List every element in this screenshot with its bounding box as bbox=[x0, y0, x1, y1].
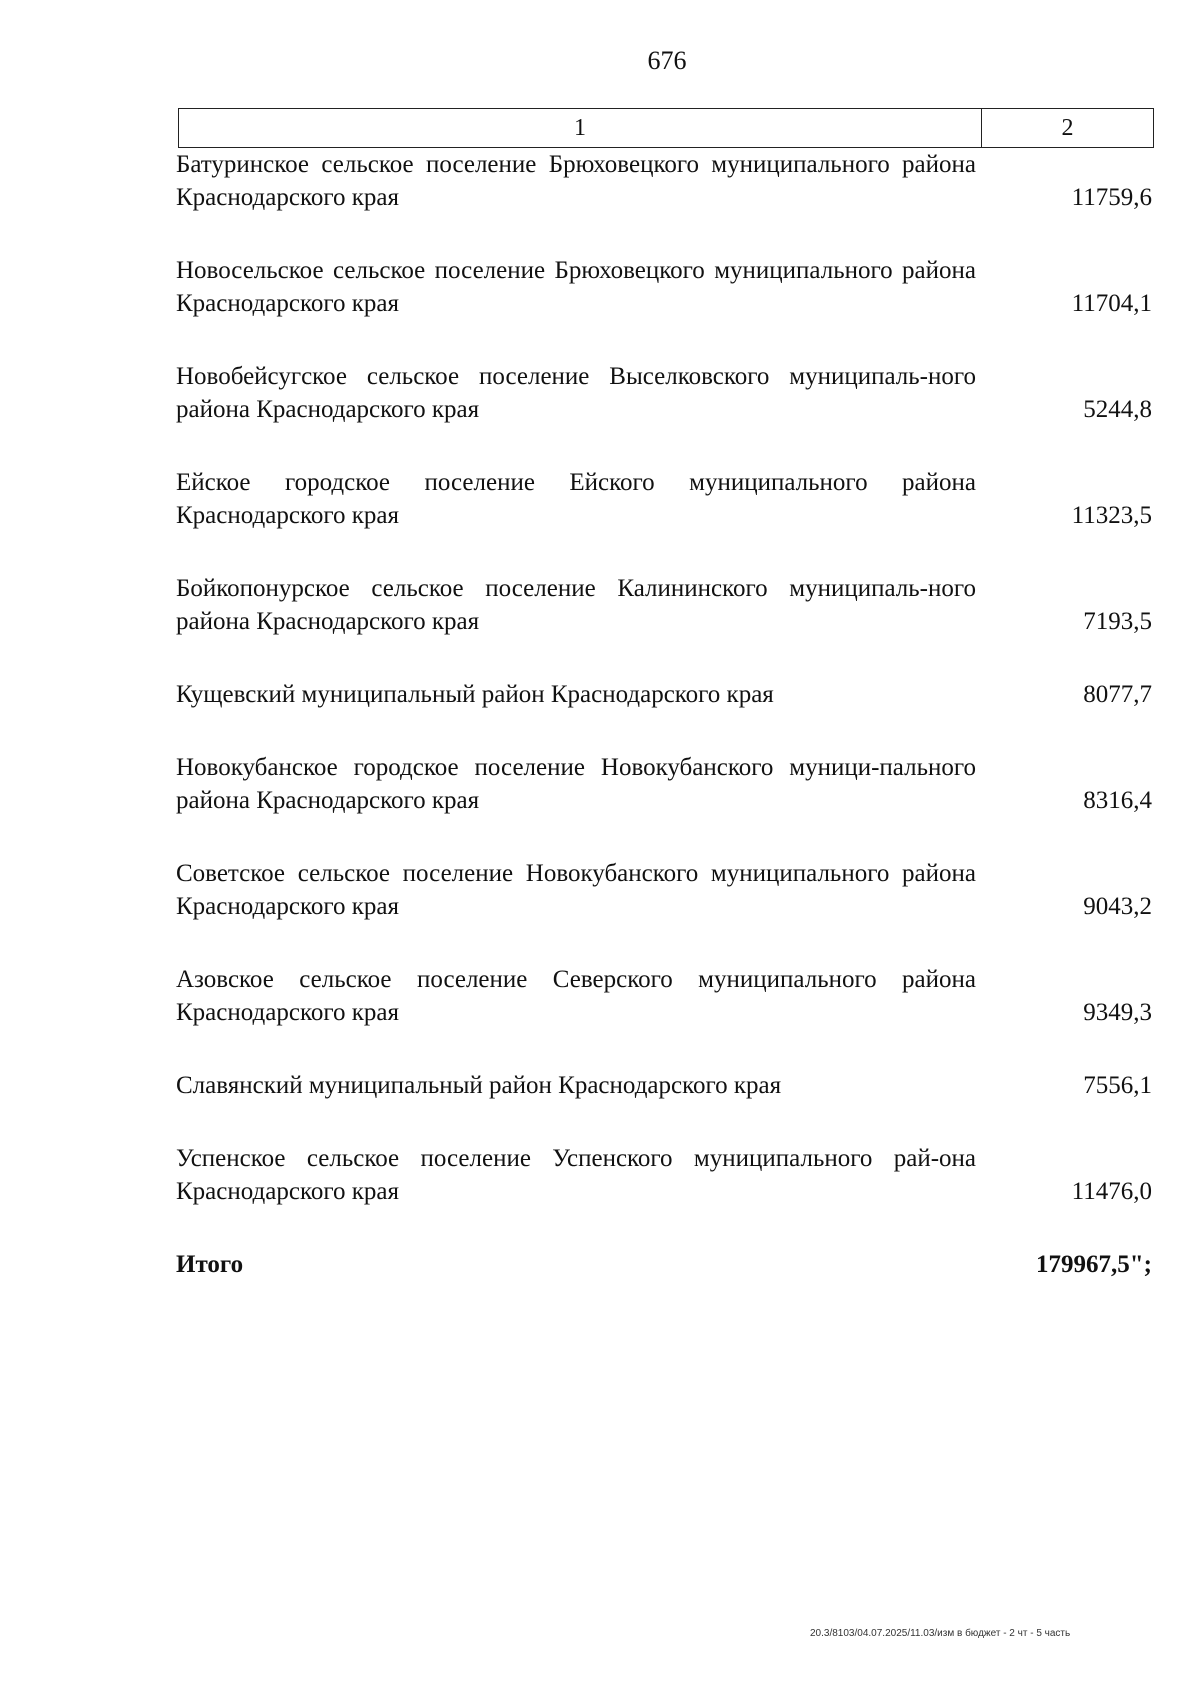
row-value: 11704,1 bbox=[1071, 290, 1152, 317]
table-row bbox=[176, 360, 1156, 426]
row-name: Кущевский муниципальный район Краснодарского края bbox=[176, 681, 774, 708]
row-value: 5244,8 bbox=[1083, 396, 1152, 423]
row-value: 9349,3 bbox=[1083, 999, 1152, 1026]
row-name: Новобейсугское сельское поселение Выселковского муниципаль-ного района Краснодарского края bbox=[176, 363, 976, 423]
row-value: 8077,7 bbox=[1083, 681, 1152, 708]
table-row bbox=[176, 678, 1156, 711]
total-row bbox=[176, 1248, 1156, 1281]
table-header bbox=[178, 108, 1154, 148]
column-header-2: 2 bbox=[981, 109, 1154, 147]
row-name: Славянский муниципальный район Краснодарского края bbox=[176, 1072, 782, 1099]
row-value: 11759,6 bbox=[1071, 184, 1152, 211]
row-value: 7556,1 bbox=[1083, 1072, 1152, 1099]
row-value: 7193,5 bbox=[1083, 608, 1152, 635]
table-row bbox=[176, 963, 1156, 1029]
row-name: Новосельское сельское поселение Брюховецкого муниципального района Краснодарского края bbox=[176, 257, 976, 317]
table-row bbox=[176, 1069, 1156, 1102]
row-value: 8316,4 bbox=[1083, 787, 1152, 814]
footer-note: 20.3/8103/04.07.2025/11.03/изм в бюджет - 2 чт - 5 часть bbox=[810, 1628, 1071, 1639]
table-body bbox=[176, 148, 1156, 1321]
table-row bbox=[176, 466, 1156, 532]
row-name: Азовское сельское поселение Северского муниципального района Краснодарского края bbox=[176, 966, 976, 1026]
table-row bbox=[176, 751, 1156, 817]
row-name: Успенское сельское поселение Успенского муниципального рай-она Краснодарского края bbox=[176, 1145, 976, 1205]
total-label: Итого bbox=[176, 1251, 244, 1278]
row-name: Ейское городское поселение Ейского муниципального района Краснодарского края bbox=[176, 469, 976, 529]
row-name: Батуринское сельское поселение Брюховецкого муниципального района Краснодарского края bbox=[176, 151, 976, 211]
total-value: 179967,5"; bbox=[1036, 1251, 1152, 1278]
table-row bbox=[176, 254, 1156, 320]
row-value: 9043,2 bbox=[1083, 893, 1152, 920]
table-row bbox=[176, 572, 1156, 638]
row-value: 11476,0 bbox=[1071, 1178, 1152, 1205]
row-name: Советское сельское поселение Новокубанского муниципального района Краснодарского края bbox=[176, 860, 976, 920]
row-value: 11323,5 bbox=[1071, 502, 1152, 529]
table-row bbox=[176, 1142, 1156, 1208]
row-name: Бойкопонурское сельское поселение Калининского муниципаль-ного района Краснодарского края bbox=[176, 575, 976, 635]
table-row bbox=[176, 857, 1156, 923]
row-name: Новокубанское городское поселение Новокубанского муници-пального района Краснодарского края bbox=[176, 754, 976, 814]
table-row bbox=[176, 148, 1156, 214]
column-header-1: 1 bbox=[178, 109, 981, 147]
page-number: 676 bbox=[647, 46, 687, 75]
